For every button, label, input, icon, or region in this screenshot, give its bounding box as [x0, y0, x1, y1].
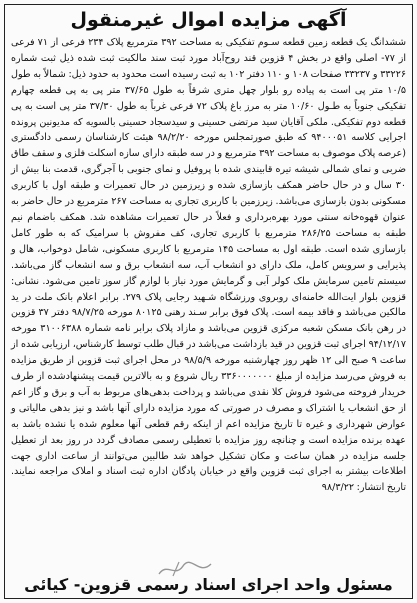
notice-footer-signatory: مسئول واحد اجرای اسناد رسمی قزوین- کیائی [24, 575, 393, 594]
notice-title: آگهی مزایده اموال غیرمنقول [70, 9, 347, 31]
notice-body: ششدانگ یک قطعه زمین قطعه سـوم تفکیکی به مساحت ۳۹۲ مترمربع پلاک ۲۳۴ فرعی از ۷۱ فرعی از ۷۷- اصلی واقع در بخش ۴ قزوین قند روح‌آباد مورد ثبت سند مالکیت ثبت شده ذیل ثبت شماره ۳۳۲۲۶ و ۳۳۲۳۷ صفحات ۱۰۸ و ۱۱۰ دفتر ۱۰۲ به ثبت رسیده است محدود به حدود ذیل: شمالاً به طول ۱۰/۵ متر پی است به پیاده رو بلوار چهل متری شرقاً به طول ۳۷/۶۵ متر پی به پی قطعه چهارم تفکیکی جنوباً به طـول ۱۰/۶۰ متر به مرز باغ پلاک ۷۲ فرعی غرباً به طول ۳۷/۳۰ متر پی است به پی قطعه دوم تفکیکی. ملکی آقایان سید مرتضی حسینی و سیدسجاد حسینی بالسویه که مدیونین پرونده اجرایی کلاسه ۹۴۰۰۰۵۱ که طبق صورتمجلس مورخه ۹۸/۲/۲۰ هیئت کارشناسان رسمی دادگستری (عرصه پلاک موصوف به مساحت ۳۹۲ مترمربع و در سه طبقه دارای سازه اسکلت فلزی و سقف طاق ضربی و نمای شمالی شیشه تیره قابیندی شده با پروفیل و نمای جنوبی با آجرگری، قدمت بنا بیش از ۳۰ سال و در حال حاضر همکف بازسازی شده و زیرزمین در حال تعمیرات و طبقه اول با کاربری مسکونی بدون بازسازی می‌باشد. زیرزمین با کاربری تجاری به مساحت ۲۶۷ مترمربع در حال حاضر به عنوان قهوه‌خانه سنتی مورد بهره‌برداری و فعلاً در حال تعمیرات مشاهده شد. همکف باضمام نیم طبقه به مساحت ۲۸۶/۲۵ مترمربع با کاربری تجاری، کف مفروش با سرامیک که به طور کامل بازسازی شده است. طبقه اول به مساحت ۱۴۵ مترمربع با کاربری مسکونی، شامل دوخواب، هال و پذیرایی و سرویس کامل، ملک دارای دو انشعاب آب، سه انشعاب برق و سه انشعاب گاز می‌باشد. سیستم تامین سرمایش ملک کولر آبی و گرمایش مورد نیاز با لوازم گاز سوز تامین می‌شود. نشانی: قزوین بلوار ایت‌الله خامنه‌ای روبروی ورزشگاه شـهید رجایی پلاک ۲۷۹. برابر اعلام بانک ملت در ید مالکین می‌باشد و فاقد بیمه است. پلاک فوق برابر سـند رهنی ۸۰۱۲۵ مورخه ۹۸/۷/۲۵ دفتر ۳۷ قزوین در رهن بانک مسکن شعبه مرکزی قزوین می‌باشد و مازاد پلاک برابر نامه شماره ۳۱۰۰۶۳۸۸ مورخه ۹۴/۱۲/۱۷ اجرای ثبت قزوین در قید بازداشت می‌باشد در قبال طلب توسط کارشناس، ارزیابی شده از ساعت ۹ صبح الی ۱۲ ظهر روز چهارشنبه مورخه ۹۸/۵/۹ در محل اجرای ثبت قزوین از طریق مزایده به فروش می‌رسد مزایده از مبلغ ۳۳۶۰۰۰۰۰۰۰ ریال شروع و به بالاترین قیمت پیشنهادشده از طرف خریدار فروخته می‌شود فروش کلا نقدی می‌باشد و پرداخت بدهی‌های مربوط به آب و برق و گاز اعم از حق انشعاب یا اشتراک و مصرف در صورتی که مورد مزایده دارای آنها باشد و نیز بدهی مالیاتی و عوارض شهرداری و غیره تا تاریخ مزایده اعم از اینکه رقم قطعی آنها معلوم شده یا نشده باشد به عهده برنده مزایده است و چنانچه روز مزایده با تعطیلی رسمی مصادف گردد در روز بعد از تعطیل جلسه مزایده در همان ساعت و مکان تشکیل خواهد شد طالبین می‌توانند از ساعت اداری جهت اطلاعات بیشتر به اجرای ثبت قزوین واقع در خیابان پادگان اداره ثبت اسناد و املاک مراجعه نمایند. تاریخ انتشار: ۹۸/۳/۲۲ [11, 37, 407, 494]
notice-frame [4, 4, 413, 599]
